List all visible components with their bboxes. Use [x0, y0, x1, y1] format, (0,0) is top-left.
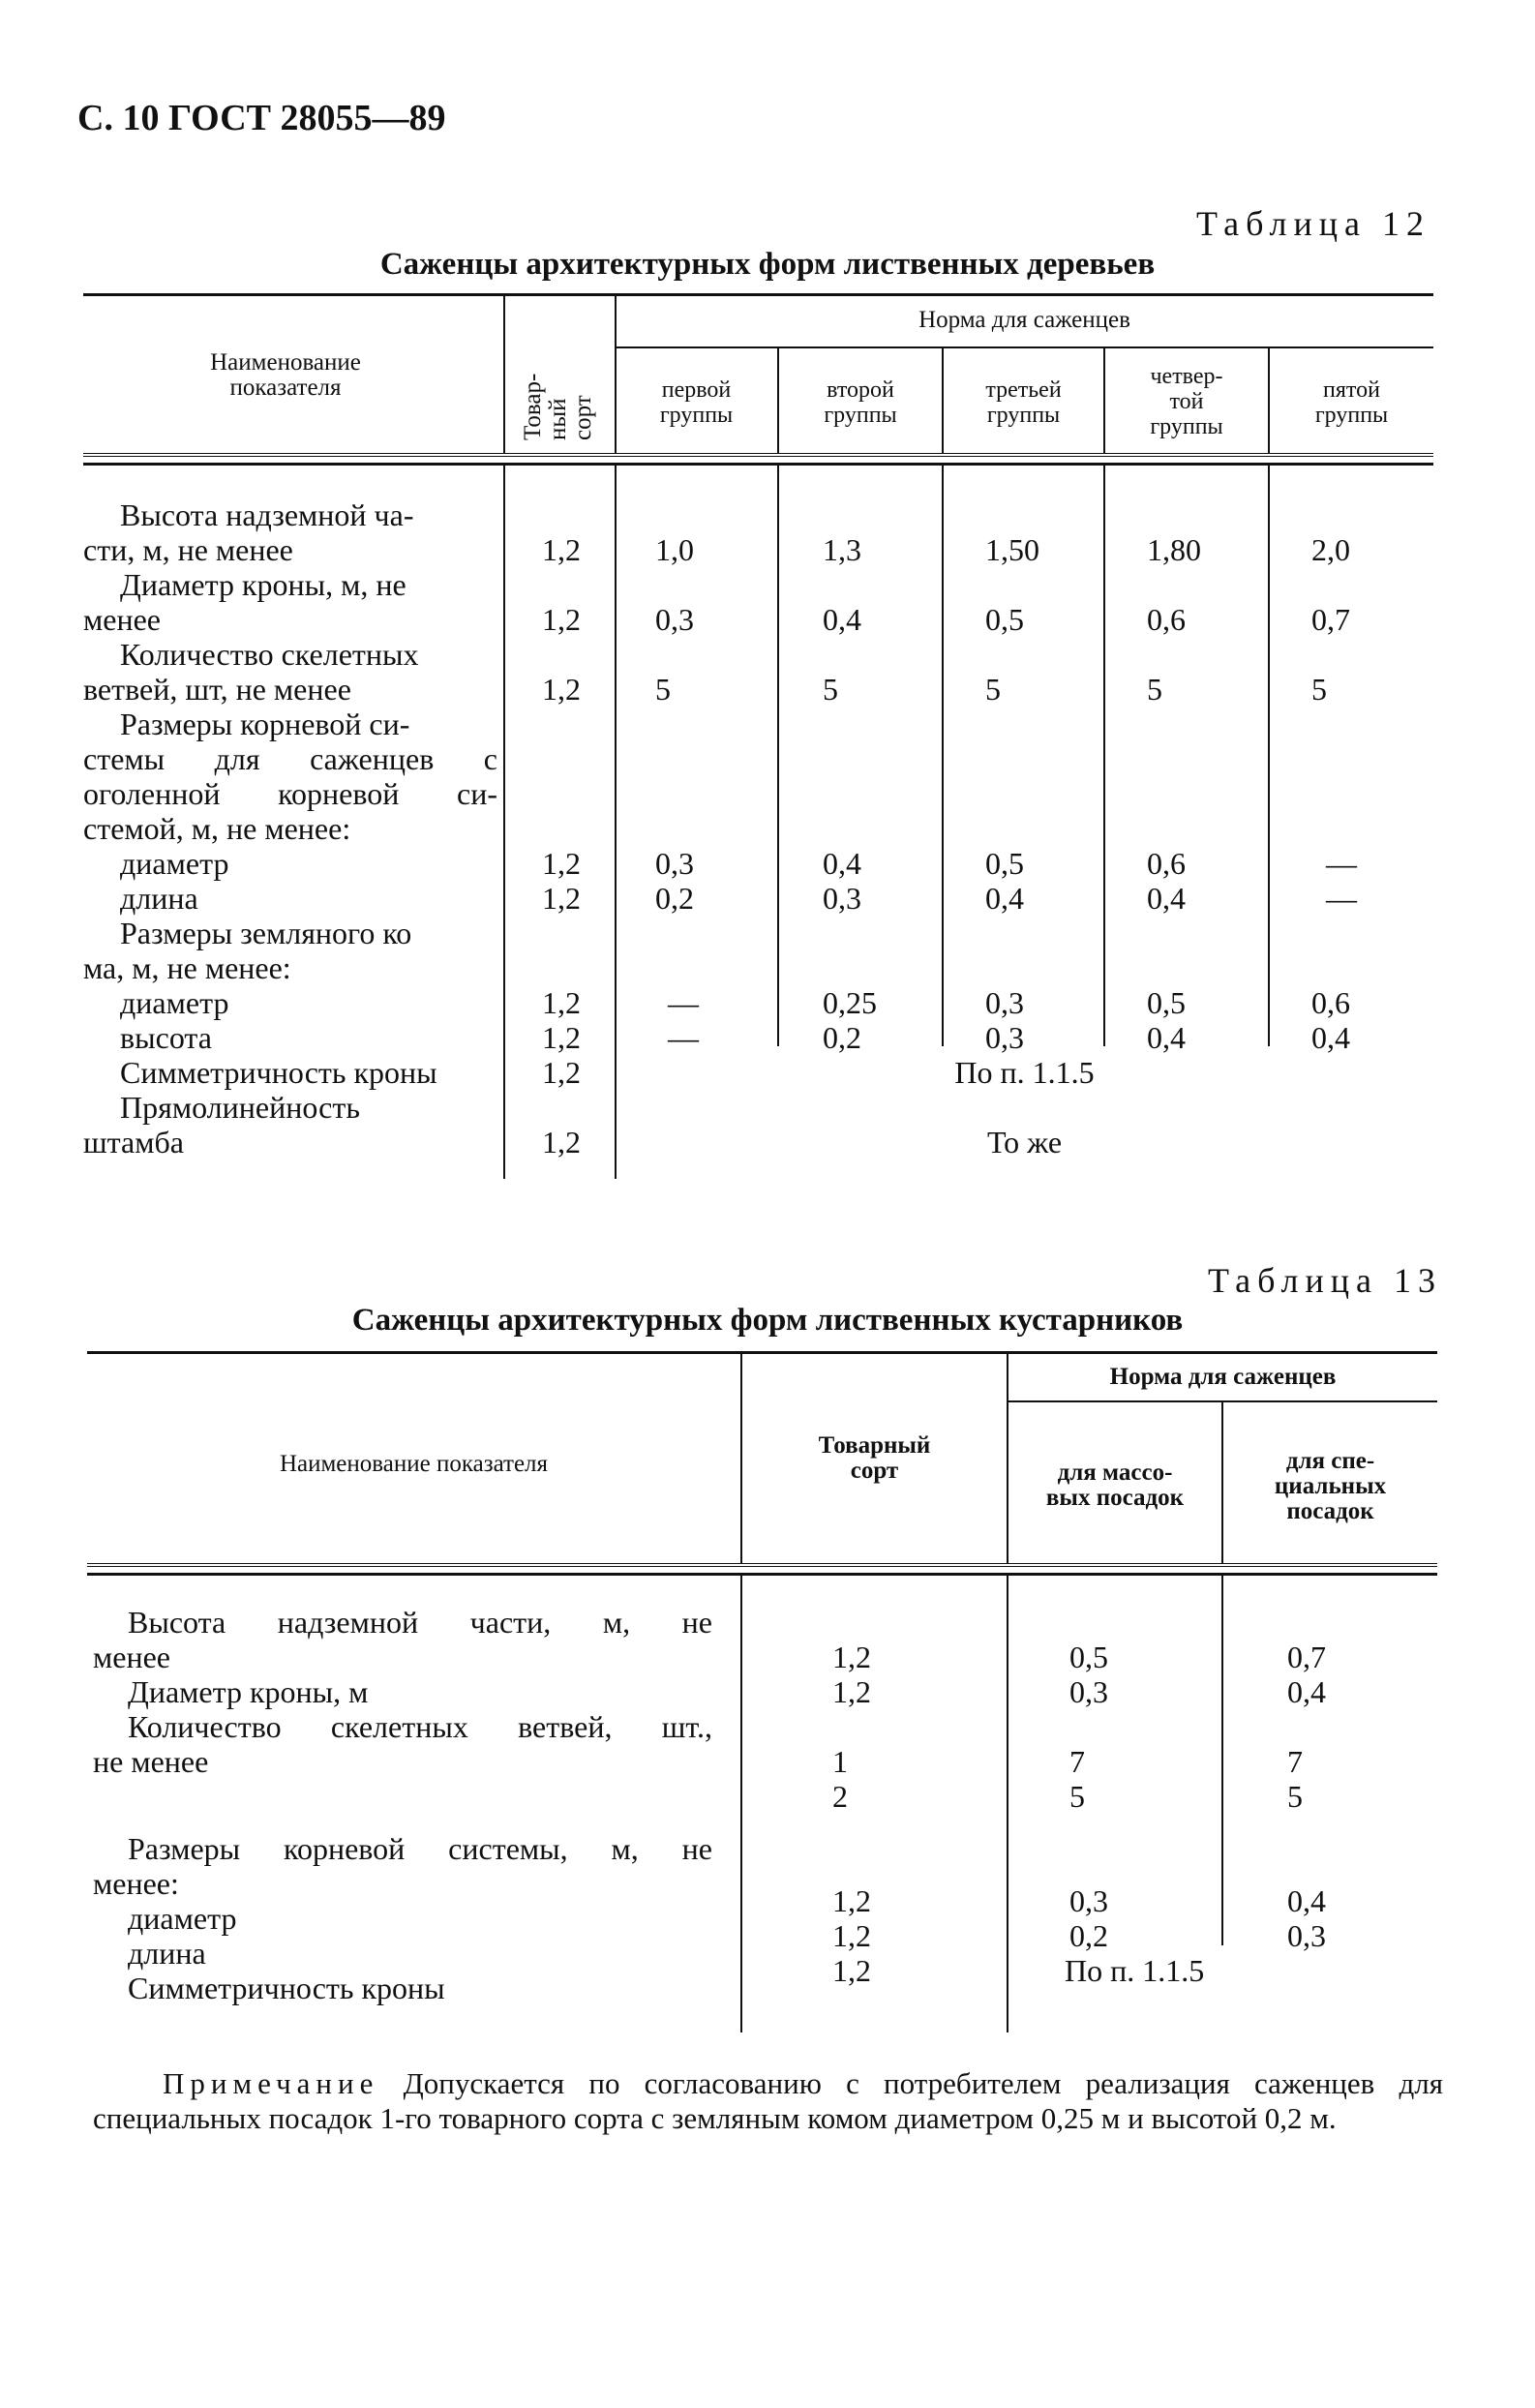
- table13-header-rule: [87, 1563, 1437, 1576]
- table12-row-label: Высота надземной ча- сти, м, не менее Диаметр кроны, м, не менее Количество скелетных ветвей, шт, не менее Размеры корневой си- стемы для саженцев с оголенной корневой си- стемой, м, не менее: диаметр длина Размеры земляного ко ма, м, не менее: диаметр высота Симметричность кроны Прямолинейность штамба: [83, 497, 497, 1159]
- table12-header-rule: [83, 453, 1433, 466]
- table12-cell: 2,0: [1311, 532, 1350, 567]
- table12-cell: 0,5: [985, 846, 1024, 881]
- table12-cell: 0,6: [1311, 985, 1350, 1020]
- table13-grade: 1: [832, 1744, 848, 1779]
- table12-grade: 1,2: [542, 532, 581, 567]
- table12-cell: 0,7: [1311, 602, 1350, 637]
- table13-col-grade: Товарный сорт: [818, 1432, 931, 1484]
- table13-grade: 1,2: [832, 1918, 871, 1953]
- table13-cell: 5: [1287, 1779, 1303, 1814]
- table13-col-special: для спе- циальных посадок: [1274, 1448, 1387, 1524]
- table13-cell: 0,5: [1069, 1640, 1108, 1674]
- page-header: С. 10 ГОСТ 28055—89: [77, 98, 446, 138]
- table13-row-label: Высота надземной части, м, не менее Диаметр кроны, м Количество скелетных ветвей, шт., не менее Размеры корневой системы, м, не менее: диаметр длина Симметричность кроны: [93, 1605, 712, 2005]
- table12-title: Саженцы архитектурных форм лиственных деревьев: [379, 247, 1156, 282]
- table12-top-rule: [83, 293, 1433, 296]
- table12-col-norm: Норма для саженцев: [918, 307, 1130, 333]
- table13-grade: 1,2: [832, 1640, 871, 1674]
- table13-cell: 0,2: [1069, 1918, 1108, 1953]
- table12-cell: 0,3: [655, 846, 694, 881]
- table12-cell: 5: [823, 672, 838, 707]
- table12-cell: 0,25: [823, 985, 877, 1020]
- table13-col-name: Наименование показателя: [279, 1451, 549, 1477]
- table12-cell: —: [1326, 846, 1357, 881]
- table12-cell: —: [1326, 881, 1357, 916]
- table12-cell: 0,3: [985, 1020, 1024, 1055]
- table13-top-rule: [87, 1351, 1437, 1354]
- table12-cell: 5: [1147, 672, 1162, 707]
- table12-cell: 0,3: [985, 985, 1024, 1020]
- table12-grade: 1,2: [542, 602, 581, 637]
- table12-grade: 1,2: [542, 1125, 581, 1159]
- table13-cell: 5: [1069, 1779, 1085, 1814]
- table12-cell: 5: [1311, 672, 1327, 707]
- table13-span: По п. 1.1.5: [1065, 1953, 1205, 1988]
- table12-cell: 0,4: [1147, 881, 1186, 916]
- table12-cell: 0,2: [655, 881, 694, 916]
- table12-cell: 1,50: [985, 532, 1039, 567]
- table12-grade: 1,2: [542, 1055, 581, 1090]
- table12-cell: —: [668, 1020, 699, 1055]
- table12-grade: 1,2: [542, 672, 581, 707]
- table13-cell: 0,3: [1287, 1918, 1326, 1953]
- table12-grade: 1,2: [542, 985, 581, 1020]
- table12-cell: 1,80: [1147, 532, 1201, 567]
- table12-group-5: пятой группы: [1314, 377, 1389, 428]
- table12-cell: 0,6: [1147, 846, 1186, 881]
- table13-grade: 2: [832, 1779, 848, 1814]
- table-note: [93, 2066, 1443, 2136]
- table13-cell: 7: [1069, 1744, 1085, 1779]
- table12-group-4: четвер- той группы: [1150, 364, 1223, 439]
- table12-grade: 1,2: [542, 1020, 581, 1055]
- table13-cell: 0,4: [1287, 1674, 1326, 1709]
- note-text: Допускается по согласованию с потребителем реализация саженцев для специальных посадок 1-го товарного сорта с земляным комом диаметром 0,25 м и высотой 0,2 м.: [93, 2066, 1443, 2135]
- table12-grade: 1,2: [542, 881, 581, 916]
- table12-norm-rule: [616, 346, 1433, 348]
- table12-cell: 0,3: [823, 881, 861, 916]
- table12-cell: 0,3: [655, 602, 694, 637]
- table12-span: По п. 1.1.5: [954, 1055, 1095, 1090]
- table12-cell: 5: [655, 672, 671, 707]
- table12-span: То же: [986, 1125, 1063, 1159]
- table13-col-norm: Норма для саженцев: [1109, 1364, 1337, 1390]
- table12-cell: 0,2: [823, 1020, 861, 1055]
- table12-cell: 0,5: [985, 602, 1024, 637]
- table12-group-3: третьей группы: [985, 377, 1062, 428]
- table12-group-2: второй группы: [824, 377, 897, 428]
- note-heading: Примечание: [163, 2066, 379, 2100]
- table13-col-mass: для массо- вых посадок: [1045, 1460, 1185, 1511]
- table13-cell: 7: [1287, 1744, 1303, 1779]
- table13-cell: 0,3: [1069, 1883, 1108, 1918]
- table13-grade: 1,2: [832, 1953, 871, 1988]
- table12-cell: 0,4: [1147, 1020, 1186, 1055]
- table12-cell: 0,4: [1311, 1020, 1350, 1055]
- table12-cell: 5: [985, 672, 1001, 707]
- table12-cell: 0,4: [823, 602, 861, 637]
- table13-grade: 1,2: [832, 1674, 871, 1709]
- table12-cell: 0,6: [1147, 602, 1186, 637]
- table12-cell: 1,0: [655, 532, 694, 567]
- table13-title: Саженцы архитектурных форм лиственных кустарников: [351, 1303, 1184, 1338]
- table12-cell: 0,4: [823, 846, 861, 881]
- table12-grade: 1,2: [542, 846, 581, 881]
- table12-col-name: Наименование показателя: [210, 349, 361, 401]
- table12-cell: —: [668, 985, 699, 1020]
- table12-number: Таблица 12: [1196, 204, 1430, 243]
- table13-cell: 0,3: [1069, 1674, 1108, 1709]
- table13-cell: 0,4: [1287, 1883, 1326, 1918]
- table13-cell: 0,7: [1287, 1640, 1326, 1674]
- table12-cell: 0,5: [1147, 985, 1186, 1020]
- table12-cell: 1,3: [823, 532, 861, 567]
- table13-number: Таблица 13: [1208, 1261, 1442, 1300]
- table12-group-1: первой группы: [659, 377, 734, 428]
- table13-grade: 1,2: [832, 1883, 871, 1918]
- table12-cell: 0,4: [985, 881, 1024, 916]
- table12-col-grade: Товар- ный сорт: [520, 373, 596, 440]
